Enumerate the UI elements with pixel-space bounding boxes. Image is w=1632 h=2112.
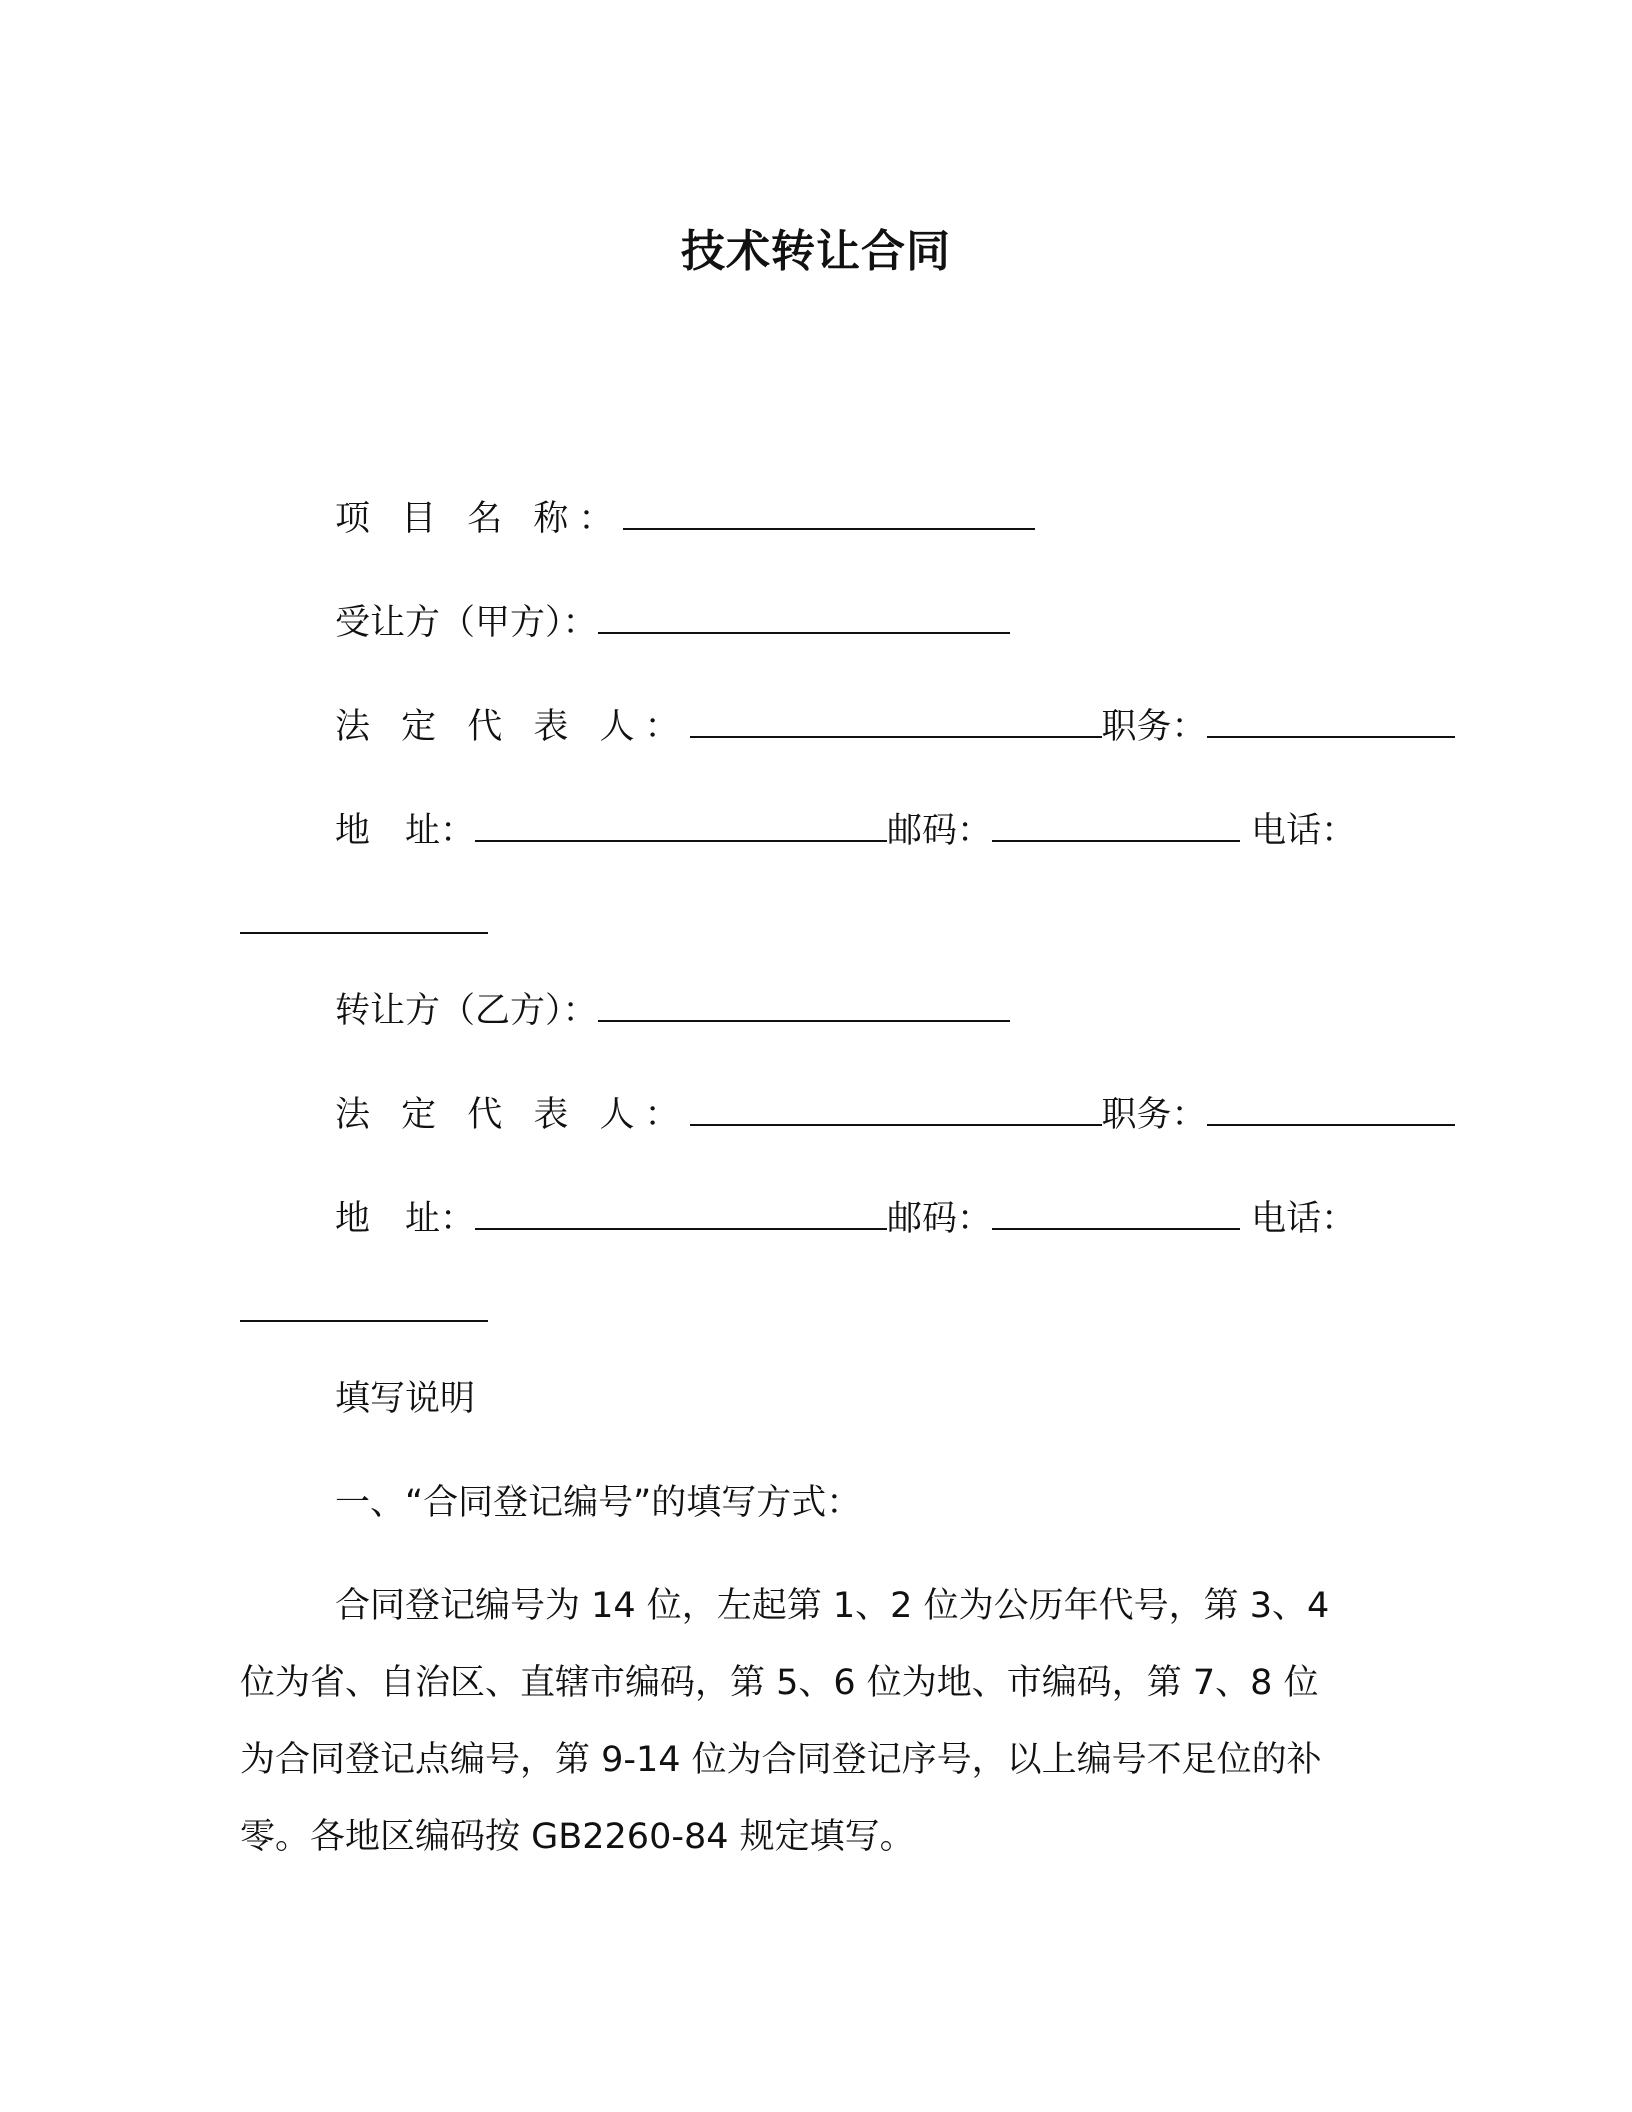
- party-a-phone-blank[interactable]: [240, 902, 488, 934]
- party-a-rep-label: 法 定 代 表 人：: [335, 707, 690, 747]
- party-a-row: [335, 598, 1010, 648]
- instructions-section1-heading: 一、“合同登记编号”的填写方式：: [335, 1483, 862, 1523]
- party-b-phone-row: [240, 1286, 488, 1336]
- party-b-position-blank[interactable]: [1207, 1094, 1455, 1126]
- paragraph-line: 零。各地区编码按 GB2260-84 规定填写。: [240, 1817, 915, 1857]
- instructions-paragraph: [240, 1568, 1372, 1876]
- party-a-address-label: 地 址：: [335, 811, 476, 851]
- document-title: 技术转让合同: [681, 226, 951, 277]
- party-a-zip-blank[interactable]: [992, 810, 1240, 842]
- party-b-phone-blank[interactable]: [240, 1290, 488, 1322]
- party-b-phone-label: 电话：: [1251, 1199, 1357, 1239]
- paragraph-line: 位为省、自治区、直辖市编码，第 5、6 位为地、市编码，第 7、8 位: [240, 1663, 1319, 1703]
- party-b-rep-label: 法 定 代 表 人：: [335, 1095, 690, 1135]
- project-name-label: 项 目 名 称：: [335, 499, 624, 539]
- paragraph-line: 为合同登记点编号，第 9-14 位为合同登记序号，以上编号不足位的补: [240, 1740, 1322, 1780]
- party-a-zip-label: 邮码：: [887, 811, 993, 851]
- party-b-row: [335, 986, 1010, 1036]
- project-name-blank[interactable]: [623, 498, 1035, 530]
- party-b-zip-label: 邮码：: [887, 1199, 993, 1239]
- party-a-rep-row: [335, 702, 1455, 752]
- party-a-position-label: 职务：: [1101, 707, 1207, 747]
- paragraph-line: 合同登记编号为 14 位，左起第 1、2 位为公历年代号，第 3、4: [335, 1586, 1330, 1626]
- project-name-row: [335, 494, 1035, 544]
- party-b-blank[interactable]: [598, 990, 1010, 1022]
- party-a-blank[interactable]: [598, 602, 1010, 634]
- party-b-rep-row: [335, 1090, 1455, 1140]
- instructions-heading: 填写说明: [335, 1379, 476, 1419]
- party-a-address-row: [335, 806, 1356, 856]
- party-a-position-blank[interactable]: [1207, 706, 1455, 738]
- party-a-rep-blank[interactable]: [690, 706, 1102, 738]
- party-b-address-blank[interactable]: [475, 1198, 887, 1230]
- party-a-address-blank[interactable]: [475, 810, 887, 842]
- party-a-phone-row: [240, 898, 488, 948]
- party-b-zip-blank[interactable]: [992, 1198, 1240, 1230]
- party-b-label: 转让方（乙方）：: [335, 991, 598, 1031]
- party-a-label: 受让方（甲方）：: [335, 603, 598, 643]
- party-a-phone-label: 电话：: [1251, 811, 1357, 851]
- party-b-position-label: 职务：: [1101, 1095, 1207, 1135]
- party-b-rep-blank[interactable]: [690, 1094, 1102, 1126]
- party-b-address-row: [335, 1194, 1356, 1244]
- party-b-address-label: 地 址：: [335, 1199, 476, 1239]
